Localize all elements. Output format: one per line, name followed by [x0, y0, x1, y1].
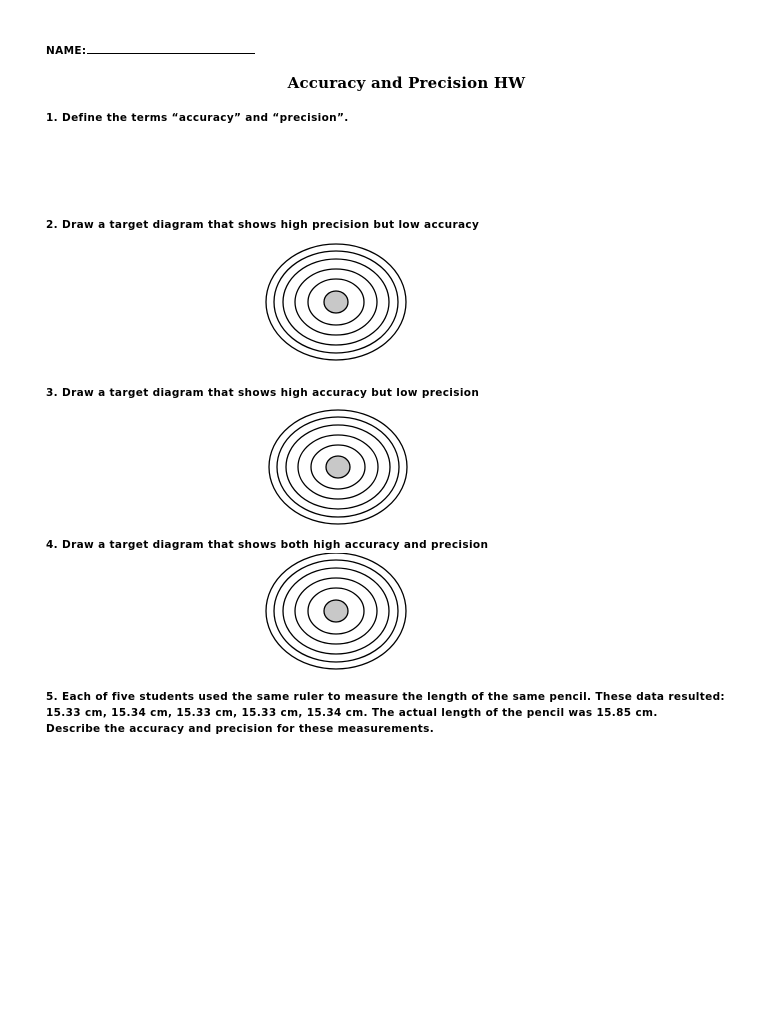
target-diagram-1[interactable] — [264, 242, 408, 362]
name-blank-line[interactable] — [87, 42, 255, 54]
question-5 — [46, 689, 725, 737]
target-diagram-2[interactable] — [266, 409, 410, 529]
question-1: 1. Define the terms “accuracy” and “precision”. — [46, 112, 349, 124]
name-field — [46, 42, 255, 59]
question-4: 4. Draw a target diagram that shows both high accuracy and precision — [46, 539, 489, 551]
question-5-line-1: 5. Each of five students used the same ruler to measure the length of the same pencil. These data resulted: — [46, 691, 725, 703]
name-label: NAME: — [46, 45, 87, 57]
page-title: Accuracy and Precision HW — [287, 74, 526, 92]
target-bullseye — [324, 600, 348, 622]
question-3: 3. Draw a target diagram that shows high accuracy but low precision — [46, 387, 480, 399]
question-2: 2. Draw a target diagram that shows high precision but low accuracy — [46, 219, 480, 231]
target-bullseye — [326, 456, 350, 478]
target-diagram-3[interactable] — [264, 553, 408, 673]
target-bullseye — [324, 291, 348, 313]
question-5-line-3: Describe the accuracy and precision for these measurements. — [46, 723, 435, 735]
question-5-line-2: 15.33 cm, 15.34 cm, 15.33 cm, 15.33 cm, 15.34 cm. The actual length of the pencil was 15.85 cm. — [46, 707, 658, 719]
